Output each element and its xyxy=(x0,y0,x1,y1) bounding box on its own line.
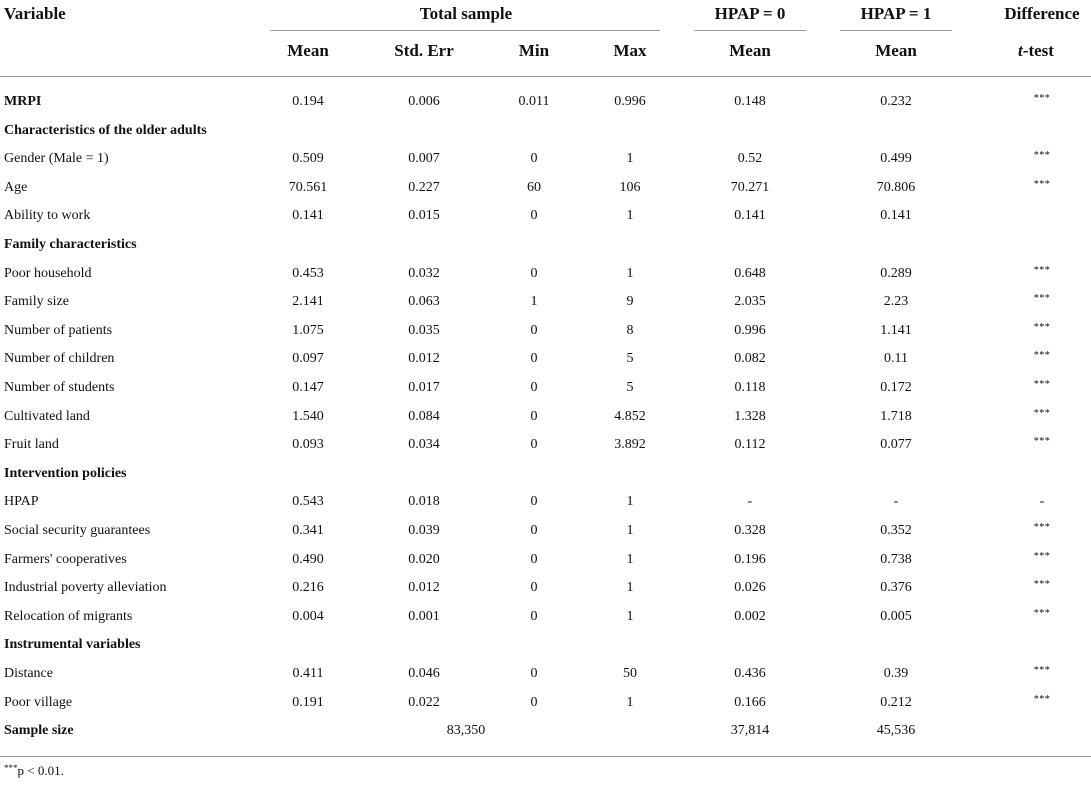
max-cell: 4.852 xyxy=(614,408,646,424)
significance-cell: *** xyxy=(1033,178,1051,190)
significance-cell: *** xyxy=(1033,150,1051,162)
hpap1-mean-cell: 70.806 xyxy=(876,179,916,195)
hpap0-mean-cell: 0.112 xyxy=(734,437,766,453)
hpap1-mean-cell: 0.499 xyxy=(880,151,912,167)
max-cell: 5 xyxy=(626,351,634,367)
min-cell: 0 xyxy=(530,523,538,538)
significance-cell: *** xyxy=(1033,607,1051,619)
table-row xyxy=(0,317,1091,345)
subheader-max: Max xyxy=(613,41,647,60)
table-row xyxy=(0,546,1091,574)
hpap0-mean-cell: - xyxy=(747,494,753,510)
mean-cell: 0.004 xyxy=(292,608,324,624)
std-err-cell: 0.034 xyxy=(408,437,440,453)
row-label: Ability to work xyxy=(4,208,91,224)
hpap0-mean-cell: 0.166 xyxy=(734,694,766,710)
std-err-cell: 0.032 xyxy=(408,265,440,281)
table-bottom-rule xyxy=(0,756,1091,757)
hpap0-mean-cell: 2.035 xyxy=(734,294,766,310)
footnote xyxy=(4,763,64,779)
subheader-mean-hpap0: Mean xyxy=(729,41,771,60)
section-header-row xyxy=(0,460,1091,488)
hpap0-rule xyxy=(694,30,806,31)
hpap0-mean-cell: 70.271 xyxy=(730,179,770,195)
min-cell: 0 xyxy=(530,494,538,510)
significance-cell: *** xyxy=(1033,93,1051,104)
row-label: Farmers' cooperatives xyxy=(4,551,127,567)
mean-cell: 0.147 xyxy=(292,380,324,395)
mean-cell: 0.194 xyxy=(292,94,324,109)
sample-size-row xyxy=(0,717,1091,745)
hpap1-mean-cell: 0.141 xyxy=(880,208,912,224)
ttest-suffix: -test xyxy=(1022,41,1054,60)
hpap0-mean-cell: 1.328 xyxy=(734,408,766,424)
row-label: Instrumental variables xyxy=(4,637,141,653)
hpap1-mean-cell: 1.718 xyxy=(880,408,912,424)
hpap1-mean-cell: 0.376 xyxy=(880,580,912,596)
row-label: Relocation of migrants xyxy=(4,608,133,624)
row-label: Fruit land xyxy=(4,437,59,453)
hpap0-mean-cell: 0.52 xyxy=(737,151,763,167)
mean-cell: 0.093 xyxy=(292,437,324,453)
max-cell: 0.996 xyxy=(614,94,646,109)
max-cell: 1 xyxy=(626,151,634,167)
row-label: MRPI xyxy=(4,94,42,109)
table-row xyxy=(0,288,1091,316)
row-label: HPAP xyxy=(4,494,39,510)
significance-cell: *** xyxy=(1033,321,1051,333)
mean-cell: 0.341 xyxy=(292,523,324,538)
std-err-cell: 0.012 xyxy=(408,351,440,367)
mean-cell: 0.216 xyxy=(292,580,324,596)
min-cell: 60 xyxy=(527,179,541,195)
table-row xyxy=(0,517,1091,545)
row-label: Poor household xyxy=(4,265,92,281)
max-cell: 50 xyxy=(623,666,637,681)
row-label: Number of children xyxy=(4,351,115,367)
hpap1-mean-cell: 0.172 xyxy=(880,380,912,395)
mean-cell: 70.561 xyxy=(288,179,328,195)
hpap1-mean-cell: 0.11 xyxy=(884,351,908,367)
min-cell: 0 xyxy=(530,351,538,367)
mean-cell: 0.490 xyxy=(292,551,324,567)
max-cell: 5 xyxy=(626,380,634,395)
max-cell: 8 xyxy=(626,322,634,338)
max-cell: 9 xyxy=(626,294,634,310)
std-err-cell: 0.035 xyxy=(408,322,440,338)
max-cell: 1 xyxy=(626,208,634,224)
hpap1-mean-cell: 0.39 xyxy=(883,666,909,681)
significance-cell: *** xyxy=(1033,264,1051,276)
table-row xyxy=(0,174,1091,202)
header-difference: Difference xyxy=(1004,4,1080,23)
subheader-std-err: Std. Err xyxy=(394,41,454,60)
min-cell: 1 xyxy=(530,294,538,310)
significance-cell: *** xyxy=(1033,379,1051,390)
subheader-mean: Mean xyxy=(287,41,329,60)
min-cell: 0 xyxy=(530,551,538,567)
row-label: Number of students xyxy=(4,380,115,395)
row-label: Characteristics of the older adults xyxy=(4,122,207,138)
mean-cell: 0.543 xyxy=(292,494,324,510)
subheader-min: Min xyxy=(518,41,550,60)
mean-cell: 0.411 xyxy=(292,666,324,681)
max-cell: 1 xyxy=(626,694,634,710)
table-row xyxy=(0,403,1091,431)
mean-cell: 0.509 xyxy=(292,151,324,167)
row-label: Social security guarantees xyxy=(4,523,151,538)
header-hpap1: HPAP = 1 xyxy=(860,4,932,23)
significance-cell: *** xyxy=(1033,550,1051,562)
hpap0-mean-cell: 0.141 xyxy=(734,208,766,224)
hpap1-mean-cell: 2.23 xyxy=(883,294,909,310)
significance-cell: *** xyxy=(1033,665,1051,676)
hpap0-mean-cell: 0.436 xyxy=(734,666,766,681)
row-label: Distance xyxy=(4,666,53,681)
std-err-cell: 0.001 xyxy=(408,608,440,624)
significance-cell: *** xyxy=(1033,350,1051,362)
header-hpap0: HPAP = 0 xyxy=(714,4,786,23)
section-header-row xyxy=(0,231,1091,259)
mean-cell: 0.191 xyxy=(292,694,324,710)
row-label: Number of patients xyxy=(4,322,113,338)
row-label: Cultivated land xyxy=(4,408,90,424)
hpap0-mean-cell: 0.082 xyxy=(734,351,766,367)
std-err-cell: 0.017 xyxy=(408,380,440,395)
table-row xyxy=(0,660,1091,688)
table-row xyxy=(0,88,1091,116)
hpap1-mean-cell: 0.289 xyxy=(880,265,912,281)
header-total-sample: Total sample xyxy=(419,4,513,23)
hpap1-mean-cell: 1.141 xyxy=(880,322,912,338)
header-bottom-rule xyxy=(0,76,1091,77)
hpap1-mean-cell: 0.738 xyxy=(880,551,912,567)
significance-cell: *** xyxy=(1033,522,1051,533)
min-cell: 0 xyxy=(530,580,538,596)
sample-size-total: 83,350 xyxy=(446,723,486,738)
std-err-cell: 0.012 xyxy=(408,580,440,596)
max-cell: 1 xyxy=(626,494,634,510)
significance-cell: *** xyxy=(1033,436,1051,448)
max-cell: 1 xyxy=(626,551,634,567)
significance-cell: *** xyxy=(1033,693,1051,705)
hpap1-mean-cell: 0.212 xyxy=(880,694,912,710)
max-cell: 1 xyxy=(626,265,634,281)
total-sample-rule xyxy=(270,30,660,31)
std-err-cell: 0.063 xyxy=(408,294,440,310)
sample-size-label: Sample size xyxy=(4,723,74,738)
std-err-cell: 0.018 xyxy=(408,494,440,510)
mean-cell: 0.141 xyxy=(292,208,324,224)
row-label: Industrial poverty alleviation xyxy=(4,580,167,596)
subheader-mean-hpap1: Mean xyxy=(875,41,917,60)
min-cell: 0 xyxy=(530,265,538,281)
max-cell: 1 xyxy=(626,580,634,596)
hpap1-mean-cell: 0.077 xyxy=(880,437,912,453)
min-cell: 0 xyxy=(530,151,538,167)
hpap0-mean-cell: 0.026 xyxy=(734,580,766,596)
std-err-cell: 0.227 xyxy=(408,179,440,195)
row-label: Gender (Male = 1) xyxy=(4,151,109,167)
mean-cell: 0.097 xyxy=(292,351,324,367)
std-err-cell: 0.046 xyxy=(408,666,440,681)
table-row xyxy=(0,488,1091,516)
significance-cell: - xyxy=(1039,494,1045,510)
subheader-ttest xyxy=(1018,41,1054,61)
min-cell: 0 xyxy=(530,608,538,624)
table-row xyxy=(0,145,1091,173)
std-err-cell: 0.007 xyxy=(408,151,440,167)
row-label: Age xyxy=(4,179,28,195)
significance-cell: *** xyxy=(1033,407,1051,419)
max-cell: 1 xyxy=(626,608,634,624)
std-err-cell: 0.015 xyxy=(408,208,440,224)
row-label: Intervention policies xyxy=(4,465,127,481)
min-cell: 0 xyxy=(530,666,538,681)
table-row xyxy=(0,374,1091,402)
table-row xyxy=(0,431,1091,459)
min-cell: 0 xyxy=(530,208,538,224)
min-cell: 0 xyxy=(530,408,538,424)
hpap1-mean-cell: 0.232 xyxy=(880,94,912,109)
mean-cell: 0.453 xyxy=(292,265,324,281)
hpap0-mean-cell: 0.328 xyxy=(734,523,766,538)
significance-cell: *** xyxy=(1033,579,1051,591)
section-header-row xyxy=(0,117,1091,145)
min-cell: 0 xyxy=(530,437,538,453)
hpap1-mean-cell: - xyxy=(893,494,899,510)
min-cell: 0.011 xyxy=(518,94,550,109)
hpap0-mean-cell: 0.118 xyxy=(734,380,766,395)
mean-cell: 1.075 xyxy=(292,322,324,338)
std-err-cell: 0.084 xyxy=(408,408,440,424)
row-label: Family characteristics xyxy=(4,237,137,252)
mean-cell: 1.540 xyxy=(292,408,324,424)
hpap0-mean-cell: 0.996 xyxy=(734,322,766,338)
std-err-cell: 0.039 xyxy=(408,523,440,538)
footnote-stars: *** xyxy=(4,763,18,773)
hpap1-rule xyxy=(840,30,952,31)
table-row xyxy=(0,345,1091,373)
hpap0-mean-cell: 0.002 xyxy=(734,608,766,624)
std-err-cell: 0.020 xyxy=(408,551,440,567)
max-cell: 1 xyxy=(626,523,634,538)
std-err-cell: 0.006 xyxy=(408,94,440,109)
row-label: Poor village xyxy=(4,694,73,710)
footnote-text: p < 0.01. xyxy=(17,763,64,778)
std-err-cell: 0.022 xyxy=(408,694,440,710)
max-cell: 3.892 xyxy=(614,437,646,453)
sample-size-hpap1: 45,536 xyxy=(876,723,916,738)
table-row xyxy=(0,202,1091,230)
mean-cell: 2.141 xyxy=(292,294,324,310)
table-row xyxy=(0,603,1091,631)
significance-cell: *** xyxy=(1033,293,1051,305)
table-row xyxy=(0,574,1091,602)
row-label: Family size xyxy=(4,294,69,310)
hpap0-mean-cell: 0.196 xyxy=(734,551,766,567)
header-variable: Variable xyxy=(4,4,66,23)
hpap1-mean-cell: 0.005 xyxy=(880,608,912,624)
max-cell: 106 xyxy=(619,179,641,195)
hpap0-mean-cell: 0.148 xyxy=(734,94,766,109)
hpap1-mean-cell: 0.352 xyxy=(880,523,912,538)
min-cell: 0 xyxy=(530,322,538,338)
hpap0-mean-cell: 0.648 xyxy=(734,265,766,281)
ttest-italic-t: t xyxy=(1018,41,1023,60)
section-header-row xyxy=(0,631,1091,659)
min-cell: 0 xyxy=(530,694,538,710)
sample-size-hpap0: 37,814 xyxy=(730,723,770,738)
table-row xyxy=(0,260,1091,288)
table-row xyxy=(0,689,1091,717)
min-cell: 0 xyxy=(530,380,538,395)
